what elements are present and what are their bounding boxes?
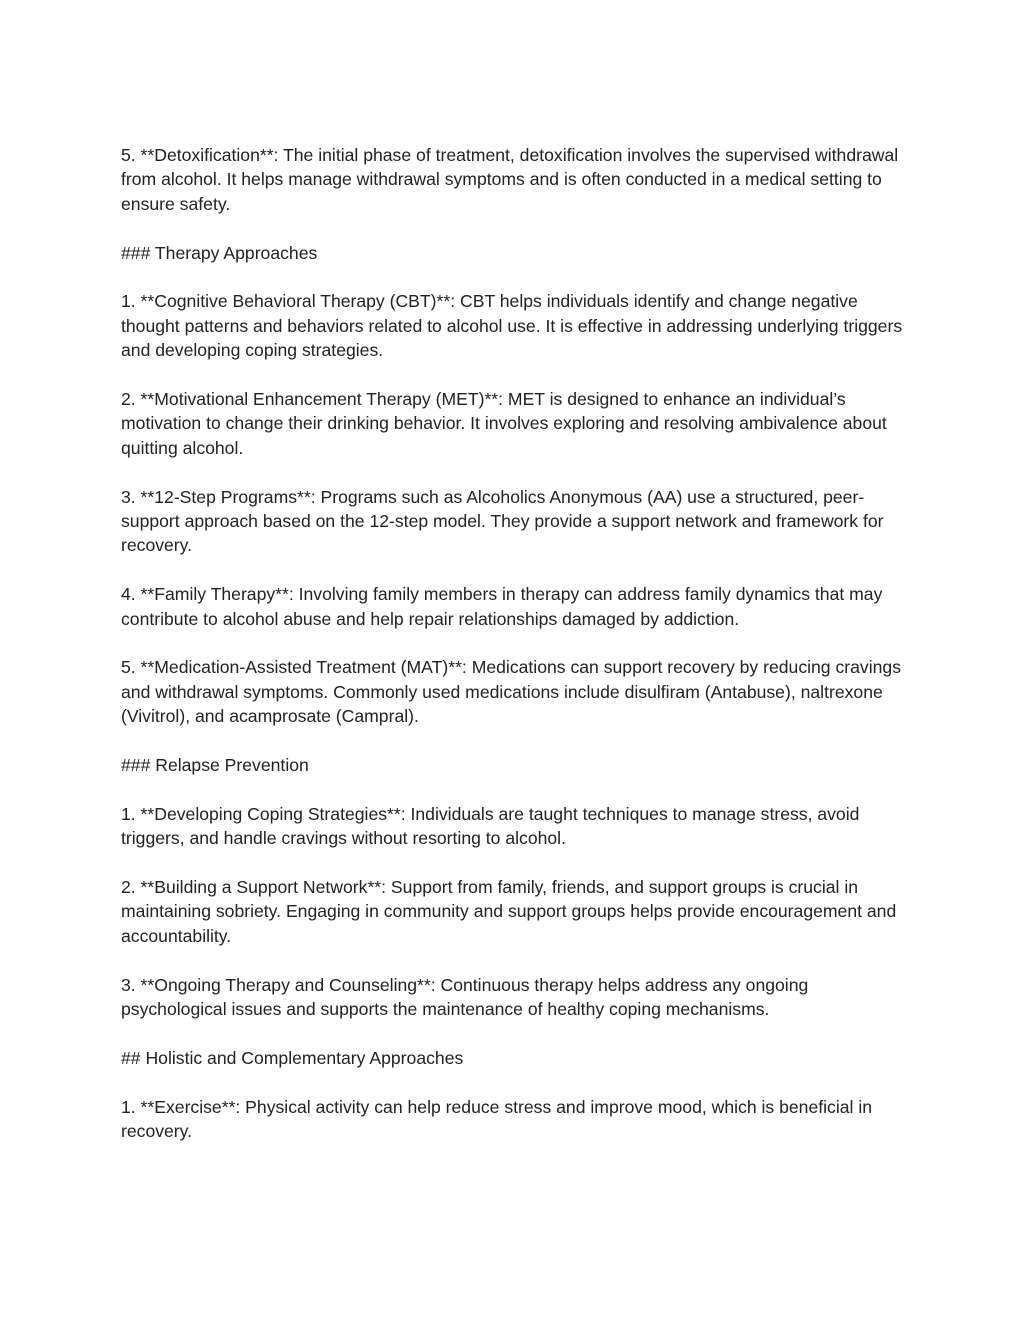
paragraph-cbt: 1. **Cognitive Behavioral Therapy (CBT)**: CBT helps individuals identify and change negative thought patterns and behaviors related to alcohol use. It is effective in addressing underlying triggers and developing coping strategies.	[121, 291, 903, 361]
document-body	[121, 143, 911, 1143]
heading-relapse-prevention: ### Relapse Prevention	[121, 755, 309, 776]
paragraph-mat: 5. **Medication-Assisted Treatment (MAT)**: Medications can support recovery by reducing cravings and withdrawal symptoms. Commonly used medications include disulfiram (Antabuse), naltrexone (Vivitrol), and acamprosate (Campral).	[121, 657, 901, 727]
paragraph-coping-strategies: 1. **Developing Coping Strategies**: Individuals are taught techniques to manage stress, avoid triggers, and handle cravings without resorting to alcohol.	[121, 803, 860, 849]
paragraph-support-network: 2. **Building a Support Network**: Support from family, friends, and support groups is crucial in maintaining sobriety. Engaging in community and support groups helps provide encouragement and accountability.	[121, 877, 897, 946]
paragraph-detoxification: 5. **Detoxification**: The initial phase of treatment, detoxification involves the supervised withdrawal from alcohol. It helps manage withdrawal symptoms and is often conducted in a medical setting to ensure safety.	[121, 145, 899, 214]
paragraph-family-therapy: 4. **Family Therapy**: Involving family members in therapy can address family dynamics that may contribute to alcohol abuse and help repair relationships damaged by addiction.	[121, 584, 883, 629]
heading-holistic-approaches: ## Holistic and Complementary Approaches	[121, 1047, 464, 1068]
paragraph-12-step: 3. **12-Step Programs**: Programs such as Alcoholics Anonymous (AA) use a structured, peer-support approach based on the 12-step model. They provide a support network and framework for recovery.	[121, 486, 884, 556]
heading-therapy-approaches: ### Therapy Approaches	[121, 242, 318, 263]
paragraph-ongoing-therapy: 3. **Ongoing Therapy and Counseling**: Continuous therapy helps address any ongoing psychological issues and supports the maintenance of healthy coping mechanisms.	[121, 974, 809, 1020]
paragraph-exercise: 1. **Exercise**: Physical activity can help reduce stress and improve mood, which is beneficial in recovery.	[121, 1096, 873, 1142]
paragraph-met: 2. **Motivational Enhancement Therapy (MET)**: MET is designed to enhance an individual’s motivation to change their drinking behavior. It involves exploring and resolving ambivalence about quitting alcohol.	[121, 389, 887, 458]
